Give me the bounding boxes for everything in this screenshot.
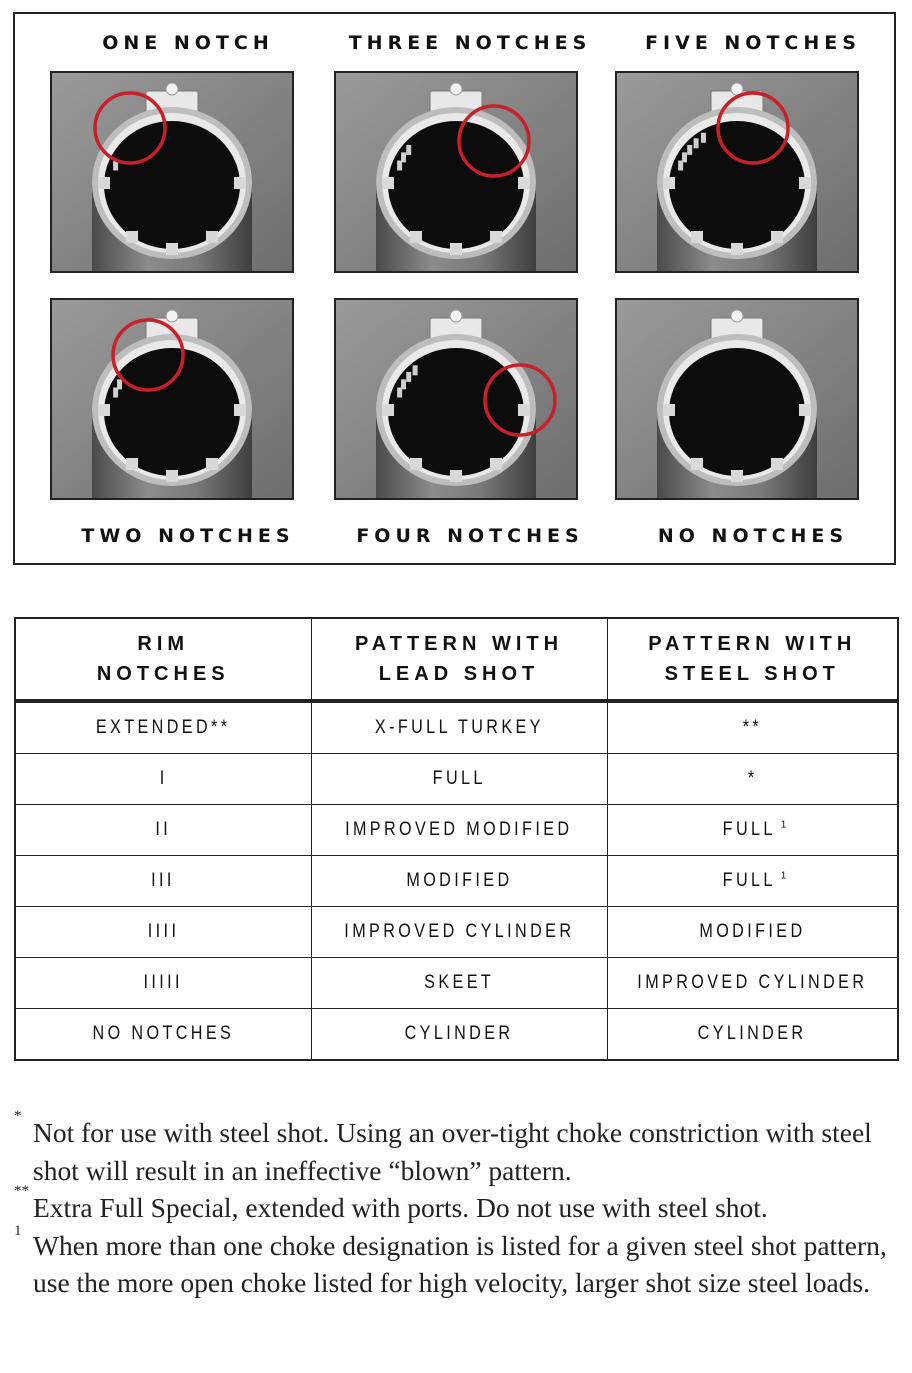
cell-steel-pattern xyxy=(607,701,898,754)
table-body xyxy=(15,701,898,1060)
choke-tab xyxy=(126,231,138,243)
choke-tab xyxy=(382,177,394,189)
header-steel-line1: PATTERN WITH xyxy=(648,633,857,655)
footnote-reference: 1 xyxy=(780,819,787,831)
cell-steel-pattern xyxy=(607,958,898,1009)
barrel-illustration xyxy=(336,73,576,271)
cell-lead-pattern-text: X-FULL TURKEY xyxy=(374,717,544,738)
cell-rim-notches xyxy=(15,907,311,958)
cell-steel-pattern xyxy=(607,907,898,958)
header-lead-shot xyxy=(311,618,607,701)
choke-tab xyxy=(234,177,246,189)
choke-pattern-table xyxy=(14,617,899,1061)
cell-steel-pattern-text: * xyxy=(747,768,758,789)
barrel-illustration xyxy=(336,300,576,498)
footnote-steel-shot xyxy=(14,1108,894,1189)
photo-three-notches xyxy=(334,71,578,273)
barrel-illustration xyxy=(52,300,292,498)
cell-lead-pattern-text: IMPROVED CYLINDER xyxy=(343,921,575,942)
table-row xyxy=(15,907,898,958)
photo-four-notches xyxy=(334,298,578,500)
table-row xyxy=(15,958,898,1009)
choke-photo-panel xyxy=(13,12,896,565)
choke-tab xyxy=(410,458,422,470)
photo-label-five-notches: FIVE NOTCHES xyxy=(645,32,861,54)
choke-tab xyxy=(98,404,110,416)
cell-lead-pattern-text: MODIFIED xyxy=(405,870,513,891)
choke-tab xyxy=(126,458,138,470)
choke-tab xyxy=(166,243,178,255)
header-steel-shot xyxy=(607,618,898,701)
cell-lead-pattern xyxy=(311,907,607,958)
choke-tab xyxy=(450,243,462,255)
choke-tab xyxy=(663,404,675,416)
header-rim-notches xyxy=(15,618,311,701)
footnotes xyxy=(14,1108,894,1302)
table-row xyxy=(15,805,898,856)
cell-lead-pattern xyxy=(311,805,607,856)
photo-two-notches xyxy=(50,298,294,500)
table-row xyxy=(15,754,898,805)
rim-notch xyxy=(682,152,687,162)
cell-rim-notches xyxy=(15,856,311,907)
choke-tab xyxy=(691,231,703,243)
photo-label-two-notches: TWO NOTCHES xyxy=(81,525,295,547)
choke-tab xyxy=(490,231,502,243)
header-steel-line2: STEEL SHOT xyxy=(664,663,840,685)
table-header-row xyxy=(15,618,898,701)
photo-label-four-notches: FOUR NOTCHES xyxy=(356,525,584,547)
choke-tab xyxy=(731,470,743,482)
choke-tab xyxy=(410,231,422,243)
choke-tab xyxy=(518,404,530,416)
rim-notch xyxy=(694,138,699,148)
footnote-mark: ** xyxy=(14,1183,29,1199)
photo-one-notch xyxy=(50,71,294,273)
rim-notch xyxy=(701,133,706,143)
choke-tab xyxy=(98,177,110,189)
choke-tab xyxy=(382,404,394,416)
cell-lead-pattern-text: FULL xyxy=(432,768,486,789)
cell-steel-pattern-text: FULL xyxy=(722,819,777,840)
choke-tab xyxy=(771,231,783,243)
footnote-text: Not for use with steel shot. Using an over-tight choke constriction with steel shot will result in an ineffective “blown” pattern. xyxy=(33,1117,872,1186)
photo-five-notches xyxy=(615,71,859,273)
cell-lead-pattern-text: SKEET xyxy=(424,972,494,993)
footnote-mark: * xyxy=(14,1108,22,1124)
footnote-multiple-designations xyxy=(14,1222,894,1302)
rim-notch xyxy=(406,372,411,382)
cell-lead-pattern xyxy=(311,1009,607,1061)
rim-notch xyxy=(413,365,418,375)
rim-notch xyxy=(401,152,406,162)
cell-rim-notches-text: I xyxy=(159,768,168,789)
rim-notch xyxy=(117,379,122,389)
photo-no-notches xyxy=(615,298,859,500)
choke-tab xyxy=(731,243,743,255)
choke-tab xyxy=(771,458,783,470)
photo-label-three-notches: THREE NOTCHES xyxy=(348,32,592,54)
cell-steel-pattern-text: CYLINDER xyxy=(697,1023,807,1044)
cell-steel-pattern-text: FULL xyxy=(722,870,777,891)
cell-rim-notches xyxy=(15,805,311,856)
barrel-illustration xyxy=(617,73,857,271)
photo-label-no-notches: NO NOTCHES xyxy=(657,525,849,547)
choke-tab xyxy=(206,231,218,243)
choke-tab xyxy=(234,404,246,416)
choke-tab xyxy=(518,177,530,189)
rim-notch xyxy=(406,145,411,155)
cell-rim-notches-text: NO NOTCHES xyxy=(92,1023,235,1044)
photo-label-one-notch: ONE NOTCH xyxy=(102,32,274,54)
cell-lead-pattern xyxy=(311,754,607,805)
table-row xyxy=(15,701,898,754)
cell-rim-notches-text: IIIII xyxy=(143,972,183,993)
header-lead-line1: PATTERN WITH xyxy=(354,633,564,655)
cell-rim-notches-text: III xyxy=(151,870,176,891)
table-row xyxy=(15,1009,898,1061)
cell-rim-notches-text: EXTENDED** xyxy=(95,717,231,738)
footnote-reference: 1 xyxy=(780,870,787,882)
choke-tab xyxy=(799,177,811,189)
cell-steel-pattern xyxy=(607,754,898,805)
cell-steel-pattern-text: IMPROVED CYLINDER xyxy=(637,972,868,993)
choke-tab xyxy=(691,458,703,470)
cell-lead-pattern xyxy=(311,958,607,1009)
cell-steel-pattern-text: MODIFIED xyxy=(699,921,806,942)
header-rim-line1: RIM xyxy=(137,633,190,655)
choke-tab xyxy=(490,458,502,470)
cell-steel-pattern xyxy=(607,1009,898,1061)
rim-notch xyxy=(401,379,406,389)
barrel-illustration xyxy=(617,300,857,498)
cell-steel-pattern xyxy=(607,805,898,856)
cell-rim-notches xyxy=(15,754,311,805)
choke-tab xyxy=(450,470,462,482)
choke-tab xyxy=(799,404,811,416)
rim-notch xyxy=(687,145,692,155)
cell-lead-pattern-text: CYLINDER xyxy=(404,1023,514,1044)
cell-steel-pattern-text: ** xyxy=(742,717,762,738)
cell-rim-notches-text: IIII xyxy=(147,921,180,942)
cell-steel-pattern xyxy=(607,856,898,907)
table-row xyxy=(15,856,898,907)
cell-rim-notches-text: II xyxy=(155,819,172,840)
footnote-text: When more than one choke designation is listed for a given steel shot pattern, use the more open choke listed for high velocity, larger shot size steel loads. xyxy=(33,1229,887,1298)
choke-tab xyxy=(206,458,218,470)
footnote-text: Extra Full Special, extended with ports. Do not use with steel shot. xyxy=(33,1192,768,1223)
cell-lead-pattern xyxy=(311,856,607,907)
footnote-mark: 1 xyxy=(14,1222,22,1239)
choke-tab xyxy=(663,177,675,189)
cell-rim-notches xyxy=(15,701,311,754)
footnote-extra-full xyxy=(14,1183,894,1227)
cell-lead-pattern-text: IMPROVED MODIFIED xyxy=(345,819,573,840)
header-lead-line2: LEAD SHOT xyxy=(378,663,540,685)
header-rim-line2: NOTCHES xyxy=(96,663,230,685)
barrel-illustration xyxy=(52,73,292,271)
cell-rim-notches xyxy=(15,1009,311,1061)
choke-tab xyxy=(166,470,178,482)
cell-lead-pattern xyxy=(311,701,607,754)
cell-rim-notches xyxy=(15,958,311,1009)
